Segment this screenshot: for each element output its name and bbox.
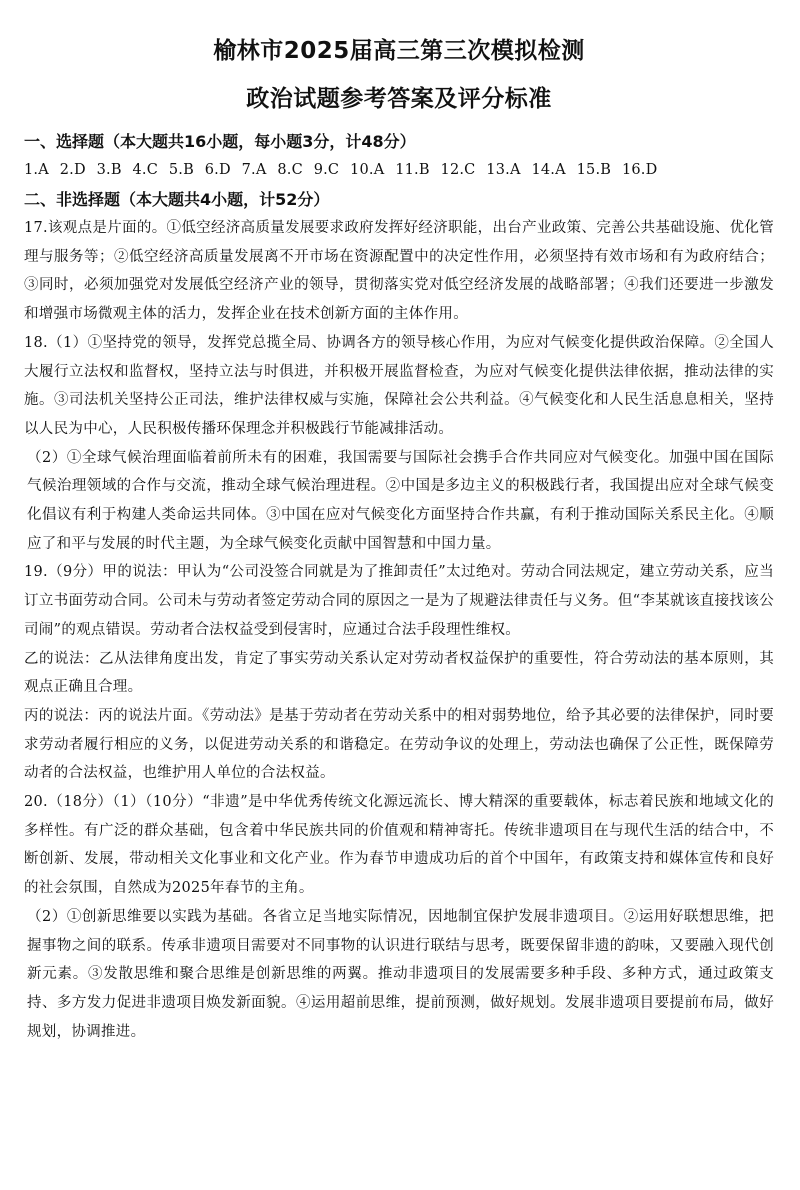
answer-16: 16.D — [621, 162, 658, 178]
answer-14: 14.A — [531, 162, 566, 178]
answer-12: 12.C — [440, 162, 476, 178]
answer-paragraph-19-jia: 19.（9分）甲的说法：甲认为“公司没签合同就是为了推卸责任”太过绝对。劳动合同法规定，建立劳动关系，应当订立书面劳动合同。公司未与劳动者签定劳动合同的原因之一是为了规避法律责任与义务。但“李某就该直接找该公司闹”的观点错误。劳动者合法权益受到侵害时，应通过合法手段理性维权。 — [24, 564, 774, 638]
answer-paragraph-17: 17.该观点是片面的。①低空经济高质量发展要求政府发挥好经济职能，出台产业政策、完善公共基础设施、优化管理与服务等；②低空经济高质量发展离不开市场在资源配置中的决定性作用，必须坚持有效市场和有为政府结合；③同时，必须加强党对发展低空经济产业的领导，贯彻落实党对低空经济发展的战略部署；④我们还要进一步激发和增强市场微观主体的活力，发挥企业在技术创新方面的主体作用。 — [24, 220, 774, 323]
answer-paragraph-19-bing: 丙的说法：丙的说法片面。《劳动法》是基于劳动者在劳动关系中的相对弱势地位，给予其必要的法律保护，同时要求劳动者履行相应的义务，以促进劳动关系的和谐稳定。在劳动争议的处理上，劳动法也确保了公正性，既保障劳动者的合法权益，也维护用人单位的合法权益。 — [24, 707, 774, 782]
answer-paragraph-20-2: （2）①创新思维要以实践为基础。各省立足当地实际情况，因地制宜保护发展非遗项目。②运用好联想思维，把握事物之间的联系。传承非遗项目需要对不同事物的认识进行联结与思考，既要保留非遗的韵味，又要融入现代创新元素。③发散思维和聚合思维是创新思维的两翼。推动非遗项目的发展需要多种手段、多种方式，通过政策支持、多方发力促进非遗项目焕发新面貌。④运用超前思维，提前预测，做好规划。发展非遗项目要提前布局，做好规划，协调推进。 — [27, 908, 774, 1040]
answer-4: 4.C — [132, 162, 159, 178]
answer-key-row — [24, 156, 774, 184]
document-subtitle: 政治试题参考答案及评分标准 — [246, 86, 552, 112]
section-heading-choice: 一、选择题（本大题共16小题，每小题3分，计48分） — [24, 132, 416, 151]
answer-3: 3.B — [96, 162, 122, 178]
answer-paragraph-18-1: 18.（1）①坚持党的领导，发挥党总揽全局、协调各方的领导核心作用，为应对气候变化提供政治保障。②全国人大履行立法权和监督权，坚持立法与时俱进，并积极开展监督检查，为应对气候变化提供法律依据，推动法律的实施。③司法机关坚持公正司法，维护法律权威与实施，保障社会公共利益。④气候变化和人民生活息息相关，坚持以人民为中心，人民积极传播环保理念并积极践行节能减排活动。 — [24, 334, 774, 437]
answer-13: 13.A — [486, 162, 521, 178]
answer-15: 15.B — [576, 162, 612, 178]
answer-paragraph-20-1: 20.（18分）（1）（10分）“非遗”是中华优秀传统文化源远流长、博大精深的重要载体，标志着民族和地域文化的多样性。有广泛的群众基础，包含着中华民族共同的价值观和精神寄托。传统非遗项目在与现代生活的结合中，不断创新、发展，带动相关文化事业和文化产业。作为春节申遗成功后的首个中国年，有政策支持和媒体宣传和良好的社会氛围，自然成为2025年春节的主角。 — [24, 794, 774, 897]
answer-6: 6.D — [204, 162, 231, 178]
answer-paragraph-19-yi: 乙的说法：乙从法律角度出发，肯定了事实劳动关系认定对劳动者权益保护的重要性，符合劳动法的基本原则，其观点正确且合理。 — [24, 650, 774, 696]
answer-9: 9.C — [313, 162, 340, 178]
answer-11: 11.B — [395, 162, 430, 178]
answer-paragraph-18-2: （2）①全球气候治理面临着前所未有的困难，我国需要与国际社会携手合作共同应对气候变化。加强中国在国际气候治理领域的合作与交流，推动全球气候治理进程。②中国是多边主义的积极践行者，我国提出应对全球气候变化倡议有利于构建人类命运共同体。③中国在应对气候变化方面坚持合作共赢，有利于推动国际关系民主化。④顺应了和平与发展的时代主题，为全球气候变化贡献中国智慧和中国力量。 — [27, 449, 774, 552]
answer-10: 10.A — [350, 162, 385, 178]
document-title: 榆林市2025届高三第三次模拟检测 — [213, 38, 585, 64]
answer-2: 2.D — [59, 162, 86, 178]
section-heading-nonchoice: 二、非选择题（本大题共4小题，计52分） — [24, 190, 330, 209]
answer-7: 7.A — [241, 162, 267, 178]
answer-1: 1.A — [24, 162, 49, 178]
answer-5: 5.B — [168, 162, 194, 178]
answer-8: 8.C — [277, 162, 303, 178]
